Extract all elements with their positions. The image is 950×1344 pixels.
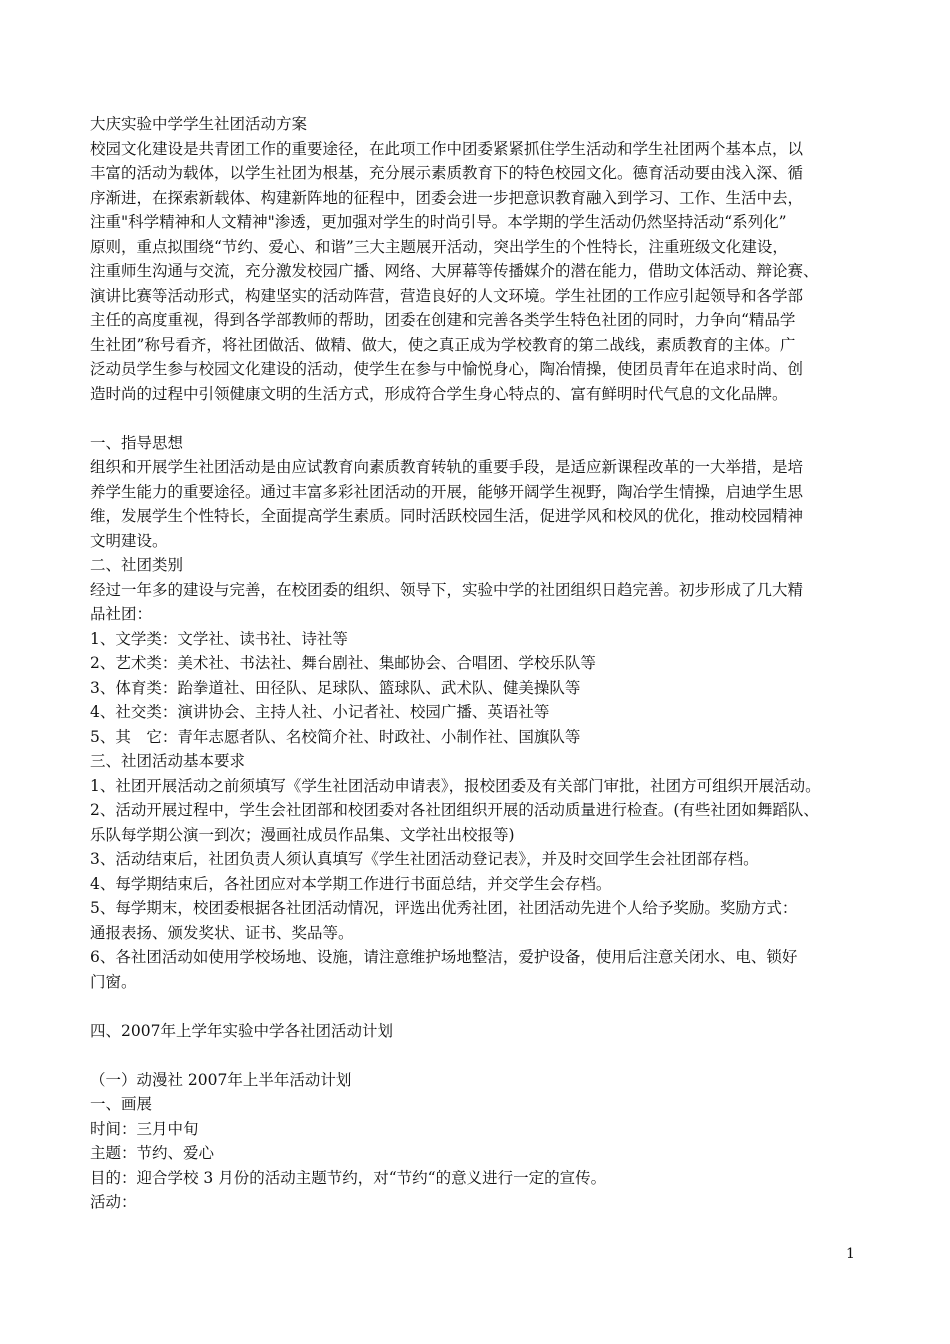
list-item: 3、活动结束后，社团负责人须认真填写《学生社团活动登记表》，并及时交回学生会社团部存档。: [90, 850, 759, 868]
list-item: 门窗。: [90, 972, 137, 991]
sub-heading: （一）动漫社 2007年上半年活动计划: [90, 1070, 352, 1089]
list-item: 通报表扬、颁发奖状、证书、奖品等。: [90, 923, 354, 942]
page-number: 1: [846, 1246, 855, 1262]
document-title: 大庆实验中学学生社团活动方案: [90, 115, 308, 133]
intro-line: 演讲比赛等活动形式，构建坚实的活动阵营，营造良好的人文环境。学生社团的工作应引起领导和各学部: [90, 286, 804, 305]
list-item: 5、每学期末，校团委根据各社团活动情况，评选出优秀社团，社团活动先进个人给予奖励。奖励方式：: [90, 899, 798, 917]
document-body: [90, 112, 865, 1215]
list-item: 5、其 它：青年志愿者队、名校简介社、时政社、小制作社、国旗队等: [90, 727, 581, 746]
section-heading: 四、2007年上学年实验中学各社团活动计划: [90, 1021, 393, 1040]
section-line: 品社团：: [90, 605, 153, 623]
section-line: 组织和开展学生社团活动是由应试教育向素质教育转轨的重要手段，是适应新课程改革的一大举措，是培: [90, 458, 804, 476]
list-item: 4、社交类：演讲协会、主持人社、小记者社、校园广播、英语社等: [90, 703, 550, 721]
list-item: 2、活动开展过程中，学生会社团部和校团委对各社团组织开展的活动质量进行检查。(有些社团如舞蹈队、: [90, 801, 819, 819]
section-line: 经过一年多的建设与完善，在校团委的组织、领导下，实验中学的社团组织日趋完善。初步形成了几大精: [90, 580, 804, 599]
list-item: 乐队每学期公演一到次；漫画社成员作品集、文学社出校报等): [90, 825, 515, 844]
section-heading: 三、社团活动基本要求: [90, 752, 246, 770]
list-item: 6、各社团活动如使用学校场地、设施，请注意维护场地整洁，爱护设备，使用后注意关闭水、电、锁好: [90, 948, 798, 966]
section-line: 目的：迎合学校 3 月份的活动主题节约，对“节约“的意义进行一定的宣传。: [90, 1168, 607, 1187]
list-item: 3、体育类：跆拳道社、田径队、足球队、篮球队、武术队、健美操队等: [90, 678, 581, 697]
list-item: 2、艺术类：美术社、书法社、舞台剧社、集邮协会、合唱团、学校乐队等: [90, 654, 596, 672]
intro-line: 泛动员学生参与校园文化建设的活动，使学生在参与中愉悦身心，陶冶情操，使团员青年在追求时尚、创: [90, 360, 804, 378]
section-line: 时间：三月中旬: [90, 1119, 199, 1138]
section-line: 一、画展: [90, 1095, 153, 1113]
intro-line: 生社团”称号看齐，将社团做活、做精、做大，使之真正成为学校教育的第二战线，素质教育的主体。广: [90, 335, 796, 354]
list-item: 1、社团开展活动之前须填写《学生社团活动申请表》，报校团委及有关部门审批，社团方可组织开展活动。: [90, 776, 821, 795]
section-line: 养学生能力的重要途径。通过丰富多彩社团活动的开展，能够开阔学生视野，陶冶学生情操，启迪学生思: [90, 482, 804, 501]
intro-line: 注重"科学精神和人文精神"渗透，更加强对学生的时尚引导。本学期的学生活动仍然坚持活动“系列化”: [90, 213, 787, 231]
blank-line: [90, 1043, 865, 1068]
intro-line: 原则，重点拟围绕“节约、爱心、和谐”三大主题展开活动，突出学生的个性特长，注重班级文化建设，: [90, 237, 788, 256]
section-line: 文明建设。: [90, 531, 168, 550]
blank-line: [90, 406, 865, 431]
list-item: 4、每学期结束后，各社团应对本学期工作进行书面总结，并交学生会存档。: [90, 874, 612, 893]
blank-line: [90, 994, 865, 1019]
section-heading: 二、社团类别: [90, 556, 184, 574]
intro-line: 校园文化建设是共青团工作的重要途径，在此项工作中团委紧紧抓住学生活动和学生社团两个基本点，以: [90, 139, 804, 158]
intro-line: 造时尚的过程中引领健康文明的生活方式，形成符合学生身心特点的、富有鲜明时代气息的文化品牌。: [90, 384, 788, 403]
list-item: 1、文学类：文学社、读书社、诗社等: [90, 629, 348, 648]
intro-line: 序渐进，在探索新载体、构建新阵地的征程中，团委会进一步把意识教育融入到学习、工作、生活中去，: [90, 188, 804, 207]
section-line: 维，发展学生个性特长，全面提高学生素质。同时活跃校园生活，促进学风和校风的优化，推动校园精神: [90, 507, 804, 525]
section-heading: 一、指导思想: [90, 433, 184, 452]
section-line: 主题：节约、爱心: [90, 1144, 215, 1162]
intro-line: 主任的高度重视，得到各学部教师的帮助，团委在创建和完善各类学生特色社团的同时，力争向“精品学: [90, 311, 796, 329]
section-line: 活动：: [90, 1193, 137, 1211]
intro-line: 丰富的活动为载体，以学生社团为根基，充分展示素质教育下的特色校园文化。德育活动要由浅入深、循: [90, 164, 804, 182]
intro-line: 注重师生沟通与交流，充分激发校园广播、网络、大屏幕等传播媒介的潜在能力，借助文体活动、辩论赛、: [90, 262, 819, 280]
